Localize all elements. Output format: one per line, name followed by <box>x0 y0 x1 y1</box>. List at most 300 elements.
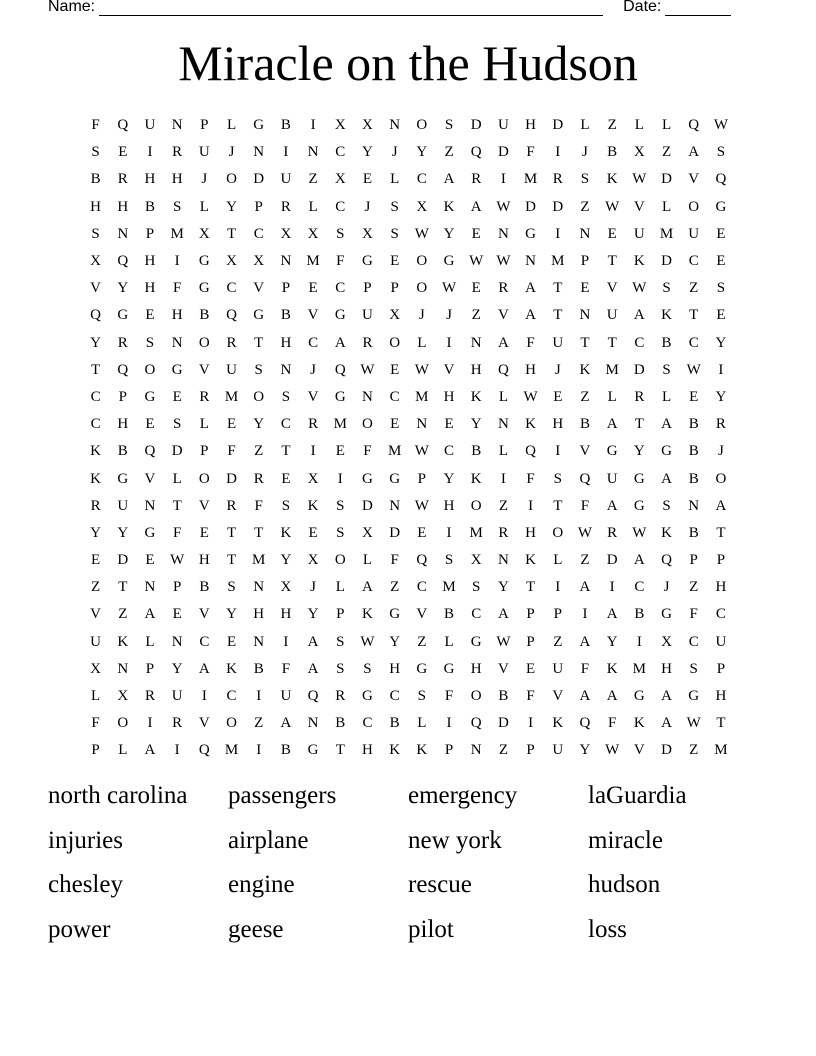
grid-cell[interactable]: I <box>256 688 262 705</box>
grid-cell[interactable]: U <box>715 633 727 650</box>
grid-cell[interactable]: M <box>224 388 239 405</box>
grid-cell[interactable]: M <box>387 443 402 460</box>
grid-cell[interactable]: M <box>415 388 429 405</box>
grid-cell[interactable]: H <box>171 171 183 188</box>
grid-cell[interactable]: V <box>253 280 265 297</box>
grid-cell[interactable]: W <box>605 742 620 759</box>
grid-cell[interactable]: T <box>226 225 237 242</box>
grid-cell[interactable]: R <box>498 524 509 541</box>
grid-cell[interactable]: B <box>280 307 291 324</box>
grid-cell[interactable]: H <box>552 416 564 433</box>
grid-cell[interactable]: T <box>716 524 726 541</box>
grid-cell[interactable]: G <box>470 633 482 650</box>
grid-cell[interactable]: G <box>334 307 346 324</box>
grid-cell[interactable]: L <box>91 688 101 705</box>
grid-cell[interactable]: K <box>470 388 482 405</box>
grid-cell[interactable]: A <box>606 497 618 514</box>
grid-cell[interactable]: E <box>118 144 128 161</box>
grid-cell[interactable]: L <box>498 388 508 405</box>
grid-cell[interactable]: I <box>718 361 724 378</box>
grid-cell[interactable]: U <box>606 470 618 487</box>
grid-cell[interactable]: N <box>416 416 428 433</box>
grid-cell[interactable]: L <box>226 117 237 134</box>
grid-cell[interactable]: V <box>90 280 102 297</box>
grid-cell[interactable]: M <box>333 416 347 433</box>
grid-cell[interactable]: N <box>253 579 265 596</box>
grid-cell[interactable]: G <box>117 307 129 324</box>
grid-cell[interactable]: P <box>200 443 209 460</box>
grid-cell[interactable]: N <box>117 660 129 677</box>
grid-cell[interactable]: W <box>414 361 429 378</box>
grid-cell[interactable]: H <box>198 552 210 569</box>
grid-cell[interactable]: J <box>310 579 317 596</box>
grid-cell[interactable]: I <box>174 253 180 270</box>
grid-cell[interactable]: S <box>336 225 345 242</box>
grid-cell[interactable]: W <box>686 361 701 378</box>
grid-cell[interactable]: B <box>199 579 210 596</box>
grid-cell[interactable]: K <box>90 470 102 487</box>
grid-cell[interactable]: R <box>226 497 237 514</box>
grid-cell[interactable]: D <box>389 524 401 541</box>
grid-cell[interactable]: X <box>334 117 346 134</box>
grid-cell[interactable]: S <box>172 416 182 433</box>
grid-cell[interactable]: P <box>281 280 291 297</box>
grid-cell[interactable]: N <box>144 497 156 514</box>
grid-cell[interactable]: P <box>91 742 100 759</box>
grid-cell[interactable]: Q <box>307 688 319 705</box>
grid-cell[interactable]: C <box>416 579 427 596</box>
grid-cell[interactable]: B <box>634 606 645 623</box>
grid-cell[interactable]: L <box>118 742 128 759</box>
grid-cell[interactable]: T <box>254 524 264 541</box>
grid-cell[interactable]: N <box>470 334 482 351</box>
grid-cell[interactable]: Q <box>90 307 102 324</box>
grid-cell[interactable]: K <box>226 660 237 677</box>
grid-cell[interactable]: O <box>715 470 727 487</box>
grid-cell[interactable]: W <box>414 497 429 514</box>
grid-cell[interactable]: Z <box>689 579 699 596</box>
grid-cell[interactable]: W <box>360 361 375 378</box>
grid-cell[interactable]: T <box>254 334 264 351</box>
grid-cell[interactable]: Y <box>226 198 237 215</box>
grid-cell[interactable]: L <box>661 388 672 405</box>
grid-cell[interactable]: I <box>555 225 561 242</box>
grid-cell[interactable]: D <box>226 470 237 487</box>
grid-cell[interactable]: X <box>307 552 319 569</box>
grid-cell[interactable]: N <box>497 225 509 242</box>
grid-cell[interactable]: A <box>688 144 700 161</box>
grid-cell[interactable]: N <box>525 253 537 270</box>
grid-cell[interactable]: F <box>172 280 182 297</box>
grid-cell[interactable]: Y <box>90 334 102 351</box>
grid-cell[interactable]: X <box>307 470 319 487</box>
grid-cell[interactable]: O <box>416 280 428 297</box>
grid-cell[interactable]: I <box>582 606 588 623</box>
grid-cell[interactable]: S <box>662 497 671 514</box>
grid-cell[interactable]: G <box>117 470 129 487</box>
grid-cell[interactable]: H <box>525 524 537 541</box>
grid-cell[interactable]: L <box>390 171 400 188</box>
grid-cell[interactable]: X <box>226 253 237 270</box>
grid-cell[interactable]: F <box>526 144 535 161</box>
grid-cell[interactable]: U <box>633 225 645 242</box>
grid-cell[interactable]: E <box>553 388 563 405</box>
grid-cell[interactable]: S <box>336 633 345 650</box>
grid-cell[interactable]: A <box>443 171 455 188</box>
grid-cell[interactable]: G <box>198 280 210 297</box>
grid-cell[interactable]: R <box>117 334 128 351</box>
grid-cell[interactable]: S <box>281 388 291 405</box>
grid-cell[interactable]: S <box>145 334 155 351</box>
grid-cell[interactable]: K <box>525 416 537 433</box>
grid-cell[interactable]: O <box>198 470 210 487</box>
grid-cell[interactable]: B <box>607 144 618 161</box>
grid-cell[interactable]: Y <box>280 552 292 569</box>
grid-cell[interactable]: B <box>199 307 210 324</box>
grid-cell[interactable]: X <box>117 688 129 705</box>
grid-cell[interactable]: D <box>606 552 618 569</box>
grid-cell[interactable]: I <box>555 144 561 161</box>
grid-cell[interactable]: T <box>716 715 726 732</box>
grid-cell[interactable]: C <box>226 280 237 297</box>
grid-cell[interactable]: A <box>579 633 591 650</box>
grid-cell[interactable]: A <box>144 606 156 623</box>
grid-cell[interactable]: Z <box>553 633 563 650</box>
grid-cell[interactable]: X <box>334 171 346 188</box>
grid-cell[interactable]: H <box>525 117 537 134</box>
grid-cell[interactable]: J <box>201 171 208 188</box>
grid-cell[interactable]: B <box>389 715 400 732</box>
grid-cell[interactable]: D <box>497 715 509 732</box>
grid-cell[interactable]: J <box>663 579 670 596</box>
grid-cell[interactable]: Z <box>689 742 699 759</box>
grid-cell[interactable]: D <box>253 171 265 188</box>
grid-cell[interactable]: P <box>363 280 372 297</box>
grid-cell[interactable]: G <box>443 660 455 677</box>
grid-cell[interactable]: C <box>634 334 645 351</box>
grid-cell[interactable]: Q <box>198 742 210 759</box>
grid-cell[interactable]: S <box>716 144 726 161</box>
grid-cell[interactable]: O <box>552 524 564 541</box>
grid-cell[interactable]: U <box>362 307 373 324</box>
grid-cell[interactable]: C <box>226 688 237 705</box>
grid-cell[interactable]: L <box>145 633 155 650</box>
grid-cell[interactable]: F <box>689 606 698 623</box>
grid-cell[interactable]: Y <box>606 633 618 650</box>
grid-cell[interactable]: Q <box>117 117 129 134</box>
grid-cell[interactable]: T <box>91 361 101 378</box>
grid-cell[interactable]: N <box>389 117 401 134</box>
grid-cell[interactable]: K <box>661 307 672 324</box>
grid-cell[interactable]: K <box>307 497 319 514</box>
grid-cell[interactable]: F <box>281 660 291 677</box>
grid-cell[interactable]: Q <box>334 361 346 378</box>
grid-cell[interactable]: H <box>280 334 292 351</box>
grid-cell[interactable]: S <box>336 497 345 514</box>
grid-cell[interactable]: G <box>416 660 428 677</box>
grid-cell[interactable]: H <box>443 497 455 514</box>
grid-cell[interactable]: H <box>443 388 455 405</box>
grid-cell[interactable]: D <box>171 443 183 460</box>
grid-cell[interactable]: C <box>335 144 346 161</box>
grid-cell[interactable]: F <box>390 552 399 569</box>
grid-cell[interactable]: F <box>444 688 454 705</box>
grid-cell[interactable]: Y <box>226 606 237 623</box>
grid-cell[interactable]: K <box>443 198 455 215</box>
grid-cell[interactable]: S <box>390 225 399 242</box>
grid-cell[interactable]: W <box>686 715 701 732</box>
grid-cell[interactable]: H <box>470 361 482 378</box>
grid-cell[interactable]: I <box>500 470 506 487</box>
grid-cell[interactable]: X <box>362 524 373 541</box>
grid-cell[interactable]: S <box>662 280 671 297</box>
grid-cell[interactable]: L <box>199 198 209 215</box>
grid-cell[interactable]: M <box>632 660 647 677</box>
grid-cell[interactable]: A <box>307 633 319 650</box>
grid-cell[interactable]: S <box>227 579 236 596</box>
grid-cell[interactable]: T <box>634 416 644 433</box>
grid-cell[interactable]: L <box>308 198 318 215</box>
grid-cell[interactable]: N <box>579 225 591 242</box>
grid-cell[interactable]: S <box>363 660 372 677</box>
grid-cell[interactable]: E <box>580 280 590 297</box>
grid-cell[interactable]: P <box>118 388 127 405</box>
grid-cell[interactable]: G <box>633 688 645 705</box>
grid-cell[interactable]: S <box>472 579 481 596</box>
grid-cell[interactable]: W <box>577 524 593 541</box>
grid-cell[interactable]: O <box>362 416 373 433</box>
grid-cell[interactable]: I <box>446 524 452 541</box>
grid-cell[interactable]: A <box>144 742 156 759</box>
grid-cell[interactable]: C <box>444 443 455 460</box>
grid-cell[interactable]: X <box>280 225 292 242</box>
grid-cell[interactable]: Y <box>171 660 183 677</box>
grid-cell[interactable]: V <box>552 688 564 705</box>
grid-cell[interactable]: W <box>414 225 429 242</box>
grid-cell[interactable]: L <box>607 388 617 405</box>
grid-cell[interactable]: S <box>580 171 590 188</box>
grid-cell[interactable]: Y <box>633 443 645 460</box>
grid-cell[interactable]: R <box>335 688 346 705</box>
grid-cell[interactable]: U <box>552 742 564 759</box>
grid-cell[interactable]: G <box>525 225 537 242</box>
grid-cell[interactable]: S <box>444 552 454 569</box>
grid-cell[interactable]: X <box>362 117 373 134</box>
grid-cell[interactable]: R <box>552 171 563 188</box>
grid-cell[interactable]: H <box>117 416 129 433</box>
grid-cell[interactable]: B <box>661 334 672 351</box>
grid-cell[interactable]: D <box>497 144 509 161</box>
grid-cell[interactable]: I <box>147 144 153 161</box>
grid-cell[interactable]: I <box>283 633 289 650</box>
grid-cell[interactable]: V <box>198 361 210 378</box>
grid-cell[interactable]: U <box>280 688 292 705</box>
grid-cell[interactable]: T <box>226 524 237 541</box>
grid-cell[interactable]: V <box>307 388 319 405</box>
grid-cell[interactable]: Q <box>117 361 129 378</box>
grid-cell[interactable]: U <box>552 660 564 677</box>
grid-cell[interactable]: A <box>525 280 537 297</box>
grid-cell[interactable]: I <box>337 470 343 487</box>
grid-cell[interactable]: B <box>90 171 101 188</box>
grid-cell[interactable]: Q <box>661 552 672 569</box>
grid-cell[interactable]: Y <box>389 633 401 650</box>
grid-cell[interactable]: A <box>307 660 319 677</box>
grid-cell[interactable]: P <box>716 552 726 569</box>
grid-cell[interactable]: R <box>471 171 482 188</box>
grid-cell[interactable]: R <box>144 688 155 705</box>
grid-cell[interactable]: U <box>226 361 237 378</box>
grid-cell[interactable]: K <box>552 715 564 732</box>
grid-cell[interactable]: Y <box>579 742 591 759</box>
grid-cell[interactable]: N <box>171 117 183 134</box>
grid-cell[interactable]: H <box>171 307 183 324</box>
grid-cell[interactable]: R <box>607 524 618 541</box>
grid-cell[interactable]: P <box>580 253 590 270</box>
grid-cell[interactable]: T <box>118 579 128 596</box>
grid-cell[interactable]: A <box>579 579 591 596</box>
grid-cell[interactable]: B <box>688 524 699 541</box>
grid-cell[interactable]: H <box>470 660 482 677</box>
grid-cell[interactable]: I <box>636 633 642 650</box>
grid-cell[interactable]: L <box>199 416 209 433</box>
grid-cell[interactable]: A <box>334 334 346 351</box>
grid-cell[interactable]: H <box>117 198 129 215</box>
grid-cell[interactable]: H <box>144 280 156 297</box>
grid-cell[interactable]: T <box>226 552 237 569</box>
grid-cell[interactable]: T <box>689 307 699 324</box>
grid-cell[interactable]: N <box>497 416 509 433</box>
grid-cell[interactable]: Y <box>117 280 129 297</box>
grid-cell[interactable]: Z <box>308 171 318 188</box>
grid-cell[interactable]: C <box>715 606 726 623</box>
grid-cell[interactable]: U <box>117 497 129 514</box>
grid-cell[interactable]: N <box>280 361 292 378</box>
grid-cell[interactable]: X <box>416 198 428 215</box>
grid-cell[interactable]: W <box>360 633 375 650</box>
grid-cell[interactable]: L <box>661 117 672 134</box>
grid-cell[interactable]: Z <box>390 579 400 596</box>
grid-cell[interactable]: M <box>714 742 728 759</box>
grid-cell[interactable]: A <box>198 660 210 677</box>
grid-cell[interactable]: J <box>418 307 425 324</box>
grid-cell[interactable]: M <box>523 171 538 188</box>
grid-cell[interactable]: C <box>416 171 427 188</box>
grid-cell[interactable]: S <box>281 497 291 514</box>
grid-cell[interactable]: Q <box>416 552 428 569</box>
grid-cell[interactable]: R <box>226 334 237 351</box>
grid-cell[interactable]: E <box>390 416 400 433</box>
grid-cell[interactable]: I <box>147 715 153 732</box>
grid-cell[interactable]: X <box>362 225 373 242</box>
grid-cell[interactable]: G <box>715 198 727 215</box>
grid-cell[interactable]: Z <box>254 715 264 732</box>
grid-cell[interactable]: T <box>553 497 563 514</box>
grid-cell[interactable]: L <box>417 715 427 732</box>
grid-cell[interactable]: M <box>605 361 619 378</box>
grid-cell[interactable]: L <box>580 117 590 134</box>
grid-cell[interactable]: W <box>713 117 728 134</box>
grid-cell[interactable]: Q <box>525 443 537 460</box>
grid-cell[interactable]: Q <box>470 144 482 161</box>
grid-cell[interactable]: X <box>633 144 645 161</box>
grid-cell[interactable]: Z <box>471 307 481 324</box>
grid-cell[interactable]: P <box>444 742 454 759</box>
name-field[interactable] <box>99 0 603 16</box>
grid-cell[interactable]: W <box>632 171 647 188</box>
grid-cell[interactable]: D <box>661 171 672 188</box>
grid-cell[interactable]: I <box>283 144 289 161</box>
grid-cell[interactable]: K <box>525 552 537 569</box>
grid-cell[interactable]: J <box>364 198 371 215</box>
grid-cell[interactable]: J <box>391 144 398 161</box>
grid-cell[interactable]: B <box>688 416 699 433</box>
grid-cell[interactable]: K <box>362 606 373 623</box>
grid-cell[interactable]: P <box>526 742 535 759</box>
grid-cell[interactable]: K <box>606 171 618 188</box>
grid-cell[interactable]: A <box>661 470 672 487</box>
grid-cell[interactable]: U <box>552 334 564 351</box>
grid-cell[interactable]: J <box>228 144 235 161</box>
grid-cell[interactable]: Y <box>90 524 102 541</box>
grid-cell[interactable]: A <box>470 198 482 215</box>
grid-cell[interactable]: U <box>90 633 102 650</box>
grid-cell[interactable]: G <box>443 253 455 270</box>
grid-cell[interactable]: K <box>117 633 129 650</box>
grid-cell[interactable]: E <box>145 416 155 433</box>
grid-cell[interactable]: R <box>253 470 264 487</box>
grid-cell[interactable]: E <box>91 552 101 569</box>
grid-cell[interactable]: R <box>498 280 509 297</box>
grid-cell[interactable]: O <box>226 171 237 188</box>
grid-cell[interactable]: T <box>335 742 345 759</box>
grid-cell[interactable]: G <box>307 742 319 759</box>
grid-cell[interactable]: F <box>580 497 590 514</box>
grid-cell[interactable]: A <box>661 715 672 732</box>
grid-cell[interactable]: R <box>280 198 291 215</box>
grid-cell[interactable]: O <box>226 715 237 732</box>
grid-cell[interactable]: F <box>172 524 182 541</box>
grid-cell[interactable]: K <box>90 443 102 460</box>
grid-cell[interactable]: N <box>253 144 265 161</box>
grid-cell[interactable]: K <box>579 361 591 378</box>
grid-cell[interactable]: E <box>362 171 373 188</box>
grid-cell[interactable]: M <box>252 552 266 569</box>
grid-cell[interactable]: U <box>606 307 618 324</box>
grid-cell[interactable]: J <box>446 307 452 324</box>
grid-cell[interactable]: L <box>362 552 373 569</box>
grid-cell[interactable]: Q <box>117 253 129 270</box>
grid-cell[interactable]: S <box>444 117 454 134</box>
grid-cell[interactable]: N <box>280 253 292 270</box>
grid-cell[interactable]: W <box>632 524 647 541</box>
grid-cell[interactable]: F <box>526 334 535 351</box>
grid-cell[interactable]: U <box>171 688 183 705</box>
grid-cell[interactable]: E <box>689 388 699 405</box>
grid-cell[interactable]: Z <box>417 633 427 650</box>
grid-cell[interactable]: P <box>145 660 155 677</box>
grid-cell[interactable]: D <box>525 198 537 215</box>
grid-cell[interactable]: Y <box>362 144 373 161</box>
grid-cell[interactable]: A <box>633 307 645 324</box>
grid-cell[interactable]: N <box>117 225 129 242</box>
grid-cell[interactable]: C <box>389 388 400 405</box>
grid-cell[interactable]: K <box>280 524 292 541</box>
grid-cell[interactable]: S <box>336 660 345 677</box>
grid-cell[interactable]: R <box>199 388 210 405</box>
grid-cell[interactable]: T <box>526 579 536 596</box>
grid-cell[interactable]: A <box>579 688 591 705</box>
